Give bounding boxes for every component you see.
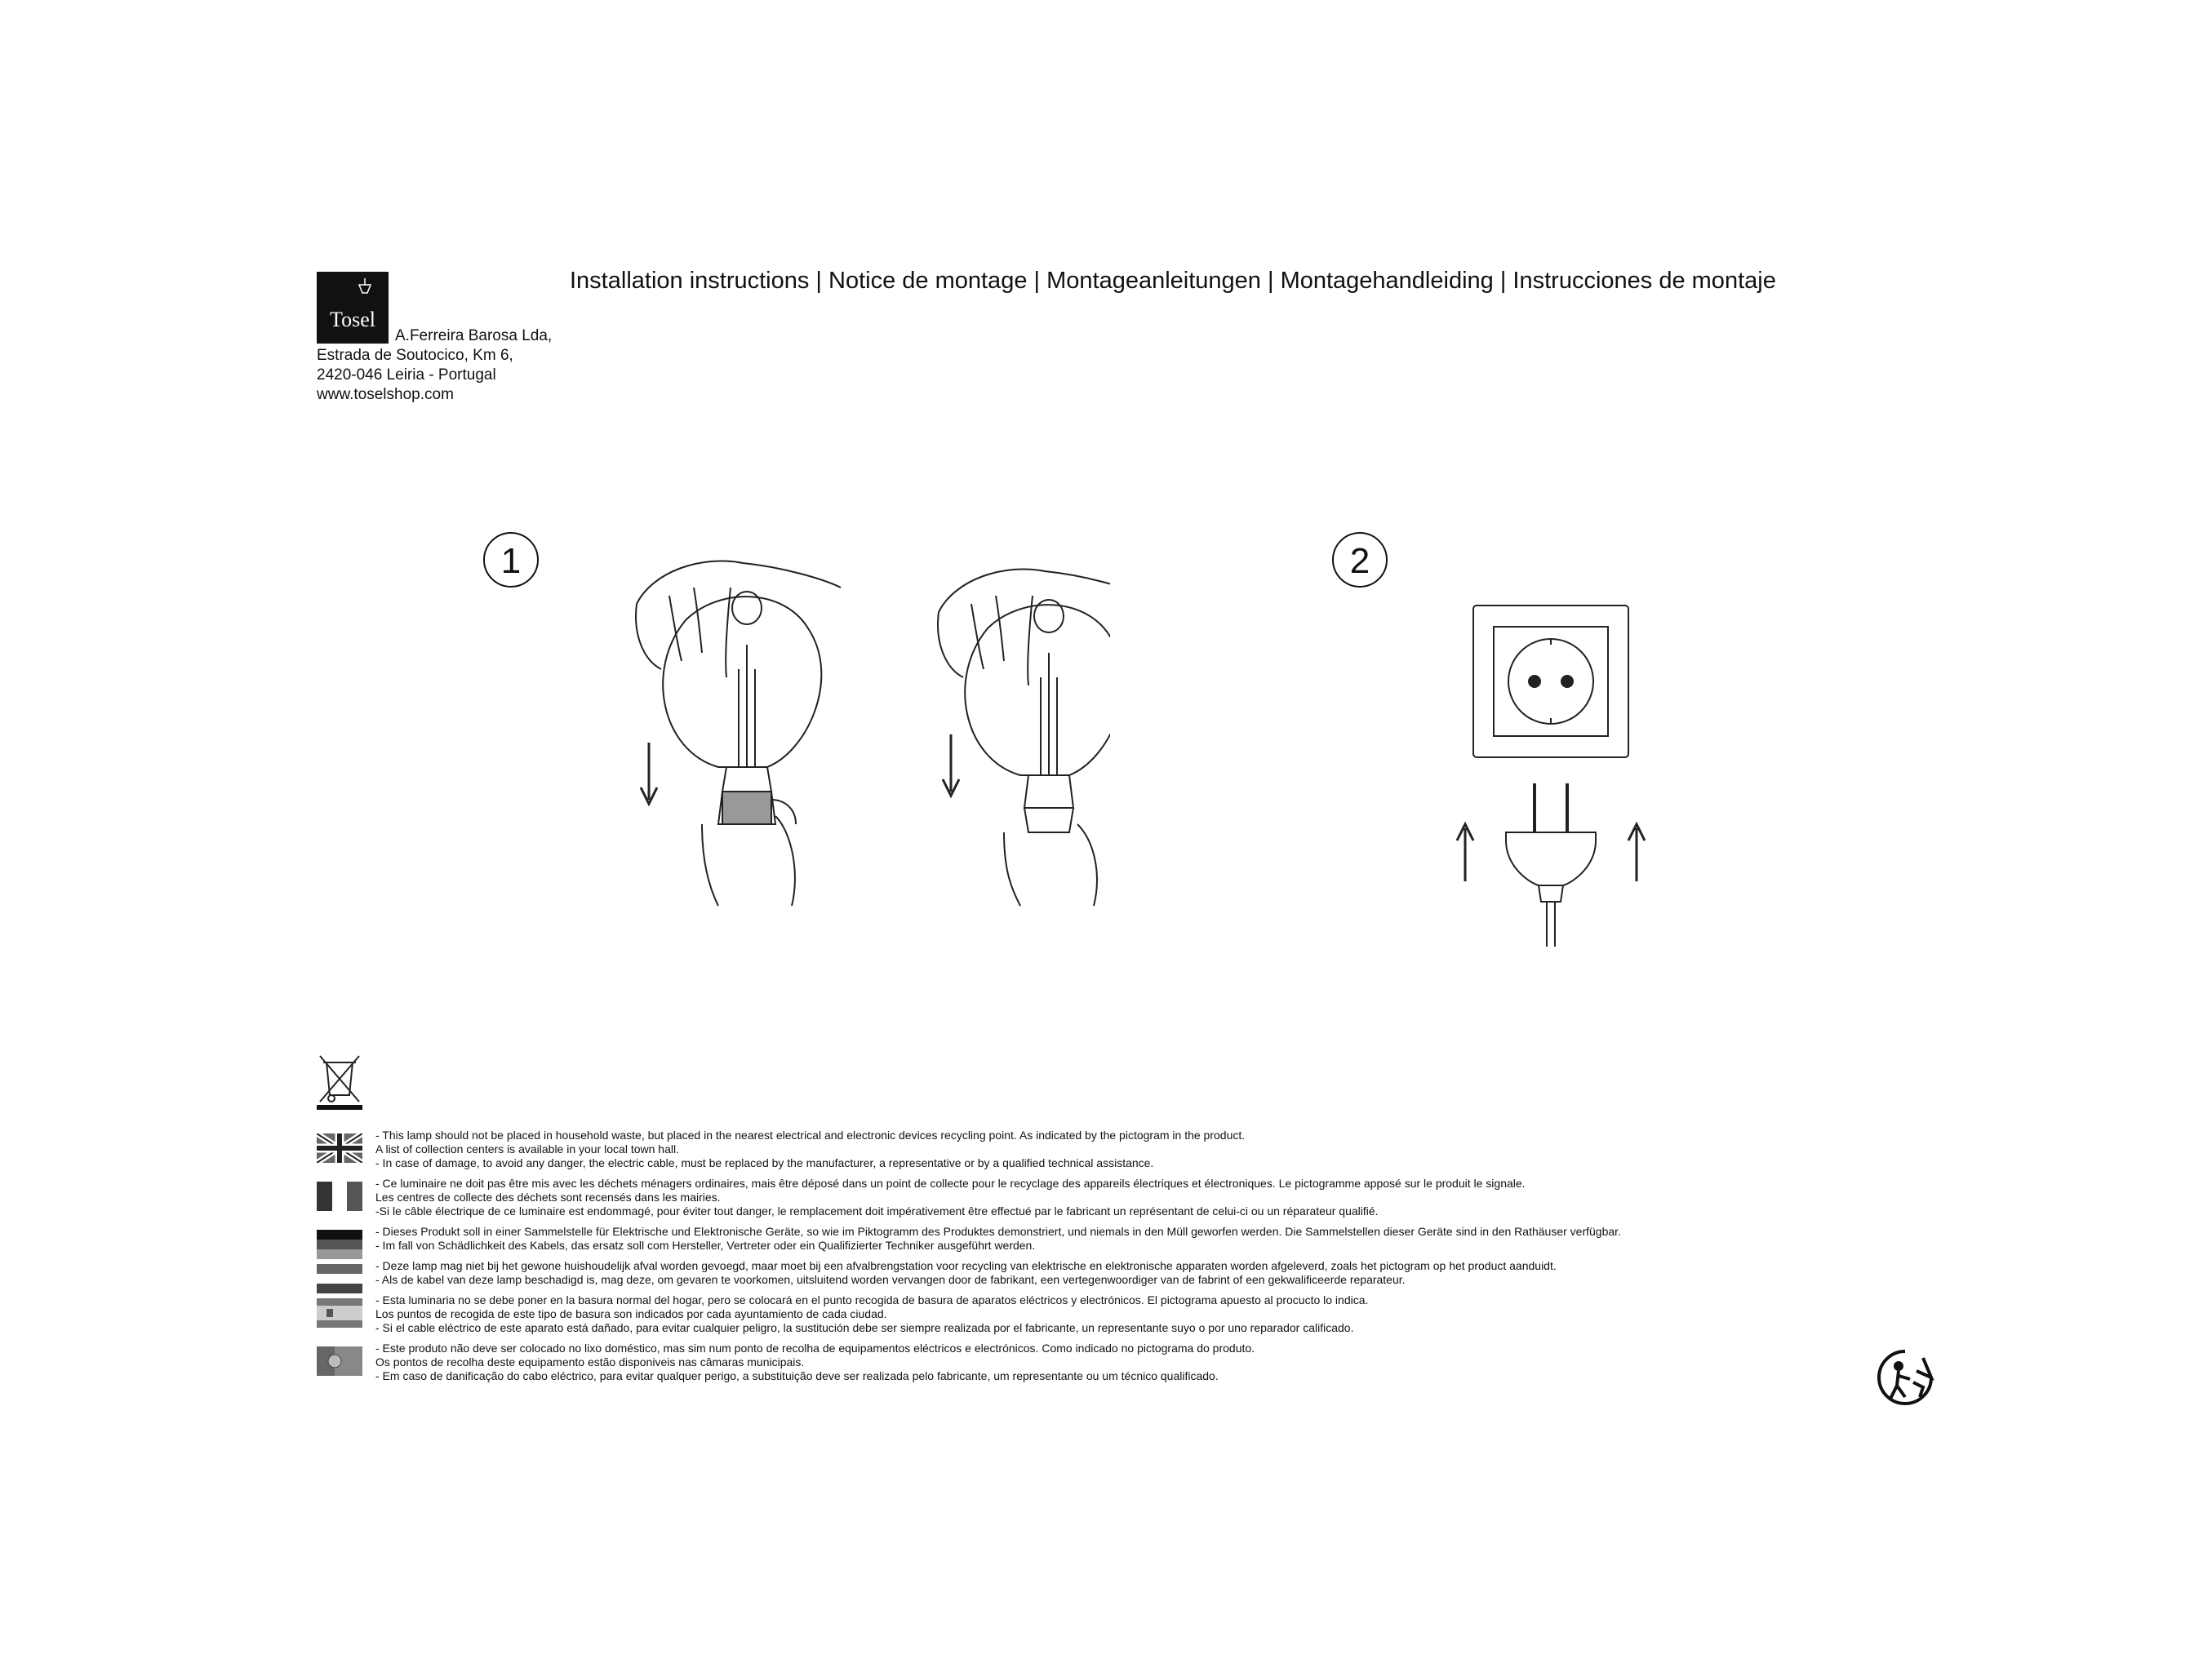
germany-flag-icon bbox=[317, 1230, 362, 1259]
bulb-right-icon bbox=[938, 569, 1110, 906]
wall-socket-icon bbox=[1473, 605, 1628, 757]
spain-flag-icon bbox=[317, 1298, 362, 1328]
step-number-2: 2 bbox=[1332, 532, 1388, 588]
portugal-flag-icon bbox=[317, 1346, 362, 1376]
notice-line: - Dieses Produkt soll in einer Sammelstelle für Elektrische und Elektronische Geräte, so wie im Piktogramm des Produktes demonstriert, und niemals in den Müll geworfen werden. Die Sammelstellen dieser Geräte sind in den Rathäuser verfügbar. bbox=[375, 1225, 1621, 1238]
notice-line: - Im fall von Schädlichkeit des Kabels, das ersatz soll com Hersteller, Vertreter oder ein Qualifizierter Techniker ausgeführt werden. bbox=[375, 1239, 1036, 1252]
plug-icon bbox=[1506, 783, 1596, 947]
notice-line: Os pontos de recolha deste equipamento estão disponiveis nas câmaras municipais. bbox=[375, 1355, 805, 1368]
website-link[interactable]: www.toselshop.com bbox=[317, 386, 454, 403]
disposal-notices bbox=[317, 1129, 1868, 1390]
page-title: Installation instructions | Notice de montage | Montageanleitungen | Montagehandleiding | Instrucciones de montaje bbox=[570, 268, 1776, 294]
uk-flag-icon bbox=[317, 1133, 362, 1163]
notice-portuguese bbox=[317, 1342, 1868, 1383]
company-address bbox=[317, 326, 552, 405]
notice-line: - Em caso de danificação do cabo eléctrico, para evitar qualquer perigo, a substituição deve ser realizada pelo fabricante, um representante ou um técnico qualificado. bbox=[375, 1369, 1219, 1382]
notice-french bbox=[317, 1177, 1868, 1218]
notice-english bbox=[317, 1129, 1868, 1170]
notice-line: - Esta luminaria no se debe poner en la basura normal del hogar, pero se colocará en el punto recogida de basura de aparatos eléctricos y electrónicos. El pictograma apuesto al procucto lo indica. bbox=[375, 1293, 1369, 1306]
notice-line: - Ce luminaire ne doit pas être mis avec les déchets ménagers ordinaires, mais être déposé dans un point de collecte pour le recyclage des appareils électriques et électroniques. Le pictogramme apposé sur le produit le signale. bbox=[375, 1177, 1526, 1190]
notice-line: - In case of damage, to avoid any danger, the electric cable, must be replaced by the manufacturer, a representative or by a qualified technical assistance. bbox=[375, 1156, 1154, 1169]
notice-line: A list of collection centers is available in your local town hall. bbox=[375, 1142, 679, 1156]
address-line: A.Ferreira Barosa Lda, bbox=[395, 327, 553, 344]
notice-line: - Este produto não deve ser colocado no lixo doméstico, mas sim num ponto de recolha de equipamentos eléctricos e electrónicos. Como indicado no pictograma do produto. bbox=[375, 1342, 1255, 1355]
notice-spanish bbox=[317, 1293, 1868, 1335]
plug-into-socket-illustration bbox=[1437, 596, 1681, 955]
bulb-left-icon bbox=[636, 561, 841, 906]
notice-german bbox=[317, 1225, 1868, 1253]
step-number-1: 1 bbox=[483, 532, 539, 588]
notice-dutch bbox=[317, 1259, 1868, 1287]
address-line: Estrada de Soutocico, Km 6, bbox=[317, 347, 513, 364]
netherlands-flag-icon bbox=[317, 1264, 362, 1293]
notice-line: - Deze lamp mag niet bij het gewone huishoudelijk afval worden gevoegd, maar moet bij een afvalbrengstation voor recycling van elektrische en elektronische apparaten worden afgeleverd, zoals het pictogram op het product aanduidt. bbox=[375, 1259, 1557, 1272]
notice-line: - This lamp should not be placed in household waste, but placed in the nearest electrical and electronic devices recycling point. As indicated by the pictogram in the product. bbox=[375, 1129, 1246, 1142]
notice-line: Los puntos de recogida de este tipo de basura son indicados por cada ayuntamiento de cada ciudad. bbox=[375, 1307, 887, 1320]
crossed-out-wheelie-bin-icon bbox=[317, 1053, 362, 1111]
notice-line: - Si el cable eléctrico de este aparato está dañado, para evitar cualquier peligro, la sustitución debe ser siempre realizada por el fabricante, un representante suyo o por uno reparador calificado. bbox=[375, 1321, 1354, 1334]
hand-screwing-bulb-illustration bbox=[604, 555, 1110, 914]
france-flag-icon bbox=[317, 1182, 362, 1211]
logo-text: Tosel bbox=[330, 308, 375, 331]
notice-line: -Si le câble électrique de ce luminaire est endommagé, pour éviter tout danger, le remplacement doit impérativement être effectué par le fabricant un représentant de celui-ci ou un réparateur qualifié. bbox=[375, 1204, 1379, 1218]
notice-line: Les centres de collecte des déchets sont recensés dans les mairies. bbox=[375, 1191, 721, 1204]
notice-line: - Als de kabel van deze lamp beschadigd is, mag deze, om gevaren te voorkomen, uitsluitend worden vervangen door de fabrikant, een vertegenwoordiger van de fabrint of een gekwalificeerde reparateur. bbox=[375, 1273, 1406, 1286]
address-line: 2420-046 Leiria - Portugal bbox=[317, 366, 496, 384]
triman-recycling-icon bbox=[1874, 1346, 1936, 1408]
